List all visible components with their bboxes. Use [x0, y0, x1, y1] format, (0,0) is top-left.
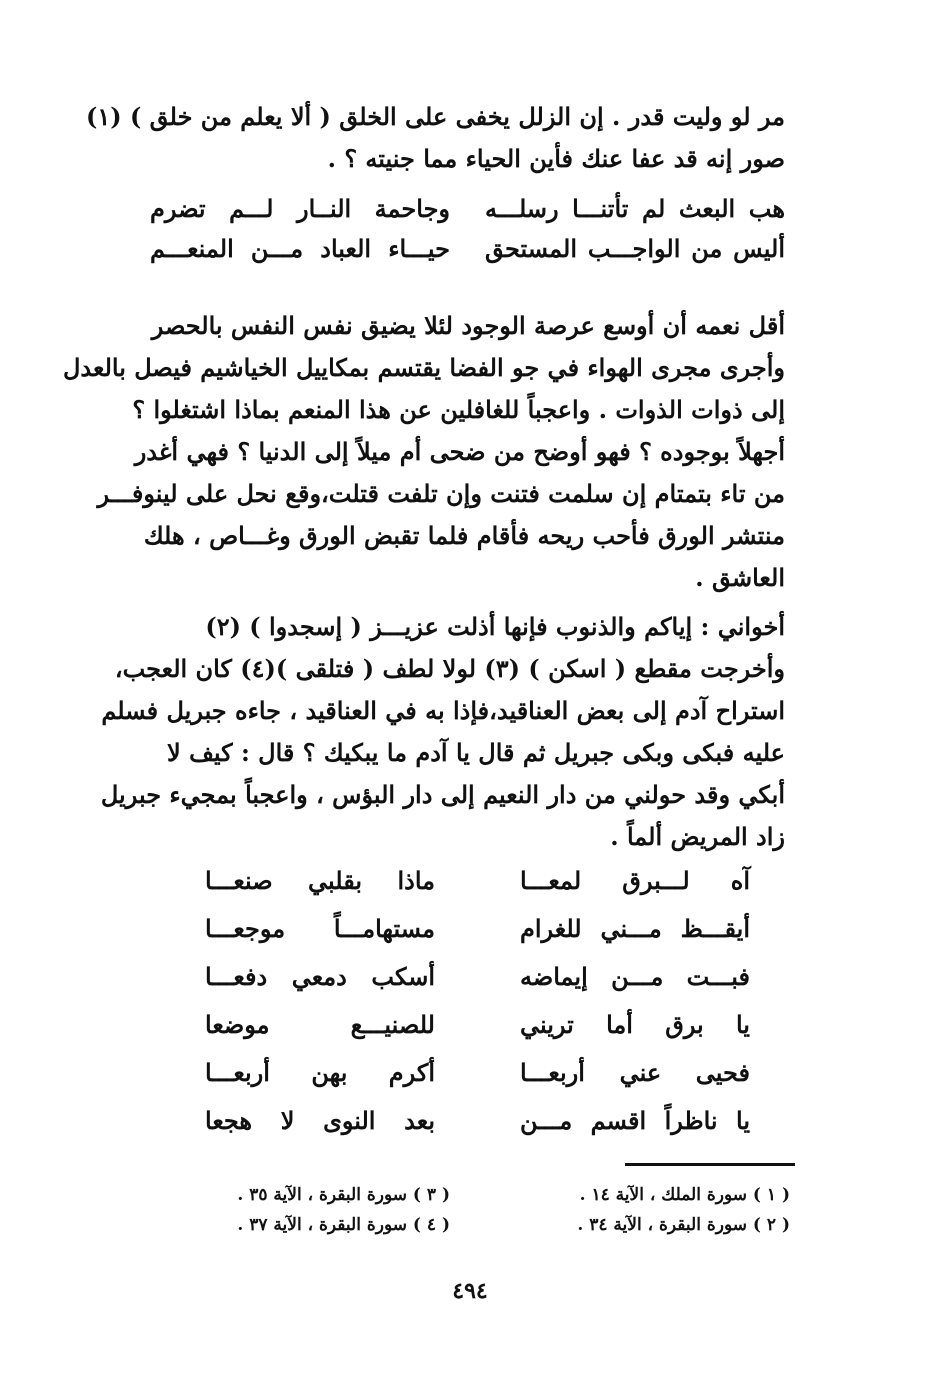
poem-right-hemistich: أيقـــظ مـــني للغرام — [520, 914, 750, 943]
poem-right-hemistich: يا ناظراً اقسم مـــن — [520, 1106, 750, 1135]
footnote-divider — [625, 1163, 795, 1166]
poem-right-hemistich: فبـــت مـــن إيماضه — [520, 962, 750, 991]
poem-left-hemistich: مستهامـــاً موجعـــا — [205, 914, 435, 943]
text-line: صور إنه قد عفا عنك فأين الحياء مما جنيته ؟ . — [327, 144, 785, 173]
footnote-3: ( ٣ ) سورة البقرة ، الآية ٣٥ . — [237, 1185, 450, 1205]
text-line: زاد المريض ألماً . — [610, 822, 785, 851]
text-line: وأخرجت مقطع ( اسكن ) (٣) لولا لطف ( فتلقى )(٤) كان العجب، — [114, 654, 785, 683]
paragraph-3 — [100, 606, 785, 858]
poem-row — [205, 1106, 750, 1154]
poem-right-hemistich: آه لـــبرق لمعـــا — [520, 866, 750, 895]
poem-left-hemistich: أسكب دمعي دفعـــا — [205, 962, 435, 991]
poem-row — [205, 914, 750, 962]
text-line: العاشق . — [695, 563, 785, 592]
verse-right-hemistich: أليس من الواجـــب المستحق — [485, 234, 785, 263]
poem-left-hemistich: أكرم بهن أربعـــا — [205, 1058, 435, 1087]
verse-right-hemistich: هب البعث لم تأتنـــا رسلـــه — [485, 194, 785, 223]
paragraph-2 — [62, 305, 785, 599]
text-line: من تاء بتمتام إن سلمت فتنت وإن تلفت قتلت،وقع نحل على لينوفـــر — [97, 479, 785, 508]
poem-right-hemistich: يا برق أما تريني — [520, 1010, 750, 1039]
verse-row — [150, 194, 785, 234]
verse-left-hemistich: حيـــاء العباد مـــن المنعـــم — [150, 234, 450, 263]
text-line: أخواني : إياكم والذنوب فإنها أذلت عزيـــز ( إسجدوا ) (٢) — [205, 612, 785, 641]
verse-left-hemistich: وجاحمة النــار لـــم تضرم — [150, 194, 450, 223]
paragraph-1 — [85, 96, 785, 180]
poem-left-hemistich: بعد النوى لا هجعا — [205, 1106, 435, 1135]
text-line: أبكي وقد حولني من دار النعيم إلى دار البؤس ، واعجباً بمجيء جبريل — [100, 780, 785, 809]
poem-left-hemistich: للصنيـــع موضعا — [205, 1010, 435, 1039]
verse-row — [150, 234, 785, 274]
poem-block — [205, 866, 750, 1154]
text-line: عليه فبكى وبكى جبريل ثم قال يا آدم ما يبكيك ؟ قال : كيف لا — [167, 738, 785, 767]
text-line: وأجرى مجرى الهواء في جو الفضا يقتسم بمكاييل الخياشيم فيصل بالعدل — [62, 353, 785, 382]
text-line: إلى ذوات الذوات . واعجباً للغافلين عن هذا المنعم بماذا اشتغلوا ؟ — [132, 395, 785, 424]
verse-block-1 — [150, 194, 785, 274]
poem-row — [205, 1058, 750, 1106]
page-number: ٤٩٤ — [452, 1278, 488, 1304]
poem-row — [205, 1010, 750, 1058]
poem-right-hemistich: فحيى عني أربعـــا — [520, 1058, 750, 1087]
footnote-1: ( ١ ) سورة الملك ، الآية ١٤ . — [579, 1185, 790, 1205]
poem-row — [205, 866, 750, 914]
text-line: أجهلاً بوجوده ؟ فهو أوضح من ضحى أم ميلاً إلى الدنيا ؟ فهي أغدر — [134, 437, 785, 466]
text-line: منتشر الورق فأحب ريحه فأقام فلما تقبض الورق وغـــاص ، هلك — [143, 521, 785, 550]
poem-left-hemistich: ماذا بقلبي صنعـــا — [205, 866, 435, 895]
text-line: مر لو وليت قدر . إن الزلل يخفى على الخلق ( ألا يعلم من خلق ) (١) — [85, 102, 785, 131]
footnote-4: ( ٤ ) سورة البقرة ، الآية ٣٧ . — [237, 1215, 450, 1235]
poem-row — [205, 962, 750, 1010]
text-line: أقل نعمه أن أوسع عرصة الوجود لئلا يضيق نفس النفس بالحصر — [151, 311, 785, 340]
footnote-2: ( ٢ ) سورة البقرة ، الآية ٣٤ . — [577, 1215, 790, 1235]
text-line: استراح آدم إلى بعض العناقيد،فإذا به في العناقيد ، جاءه جبريل فسلم — [101, 696, 785, 725]
